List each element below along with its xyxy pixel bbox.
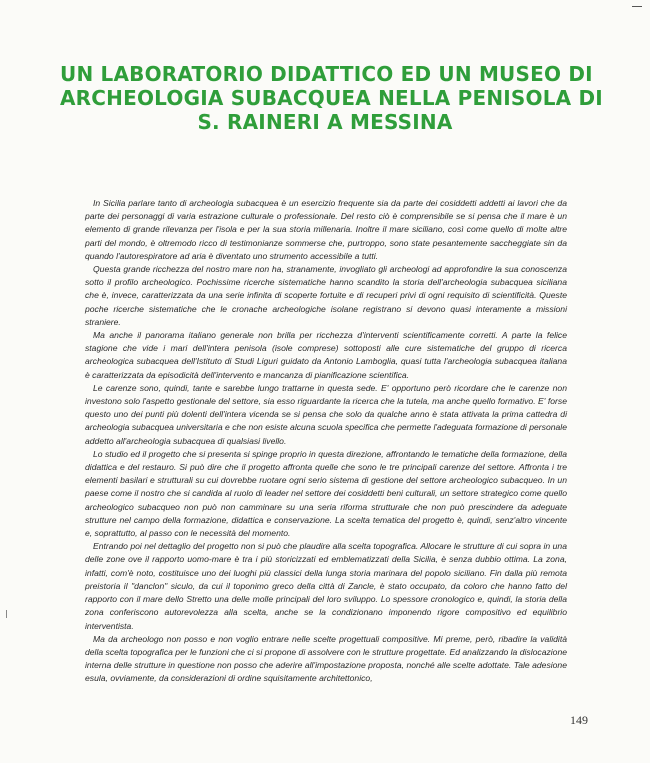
paragraph: Lo studio ed il progetto che si presenta si spinge proprio in questa direzione, affrontando le tematiche della formazione, della didattica e del restauro. Si può dire che il progetto affronta quelle che sono le tre principali carenze del settore. Affronta i tre elementi basilari e strutturali su cui dovrebbe ruotare ogni serio sistema di gestione del settore archeologico subacqueo. In un paese come il nostro che si candida al ruolo di leader nel settore dei cosiddetti beni culturali, un settore strategico come quello archeologico subacqueo non può non camminare su una seria riforma strutturale che non può prescindere da adeguate strutture nel campo della formazione, didattica e conservazione. La scelta tematica del progetto è, quindi, senz'altro vincente e, soprattutto, al passo con le necessità del momento. <box>85 448 567 539</box>
crop-mark <box>6 610 7 618</box>
paragraph: Entrando poi nel dettaglio del progetto non si può che plaudire alla scelta topografica. Allocare le strutture di cui sopra in una delle zone ove il rapporto uomo-mare è tra i più storicizzati ed emblematizzati della Sicilia, è senza dubbio ottima. La zona, infatti, com'è noto, costituisce uno dei luoghi più classici della lunga storia marinara del popolo siciliano. Fin dalla più remota preistoria il "danclon" siculo, da cui il toponimo greco della città di Zancle, è stato occupato, da coloro che hanno fatto del rapporto con il mare dello Stretto una delle molle principali del loro sviluppo. Lo spessore cronologico e, quindi, la storia della zona conferiscono autorevolezza alla scelta, anche se la condizionano imponendo rigore compositivo ed equilibrio interventista. <box>85 541 567 631</box>
paragraph: In Sicilia parlare tanto di archeologia subacquea è un esercizio frequente sia da parte dei cosiddetti addetti ai lavori che da parte dei personaggi di varia estrazione culturale o professionale. Del resto ciò è comprensibile se si pensa che il mare è un elemento di grande rilevanza per l'isola e per la sua storia millenaria. Inoltre il mare siciliano, così come quello di molte altre parti del mondo, è oltremodo ricco di testimonianze sommerse che, purtroppo, sono state pesantemente saccheggiate sin da quando l'autorespiratore ad aria è diventato uno strumento accessibile a tutti. <box>85 198 567 261</box>
paragraph: Questa grande ricchezza del nostro mare non ha, stranamente, invogliato gli archeologi ad approfondire la sua conoscenza sotto il profilo archeologico. Pochissime ricerche sistematiche hanno scandito la storia dell'archeologia subacquea siciliana che è, invece, caratterizzata da una serie infinita di scoperte fortuite e di recuperi privi di ogni requisito di scientificità. Queste poche ricerche sistematiche che le cronache archeologiche isolane registrano si devono quasi interamente a missioni straniere. <box>85 264 567 327</box>
title-line: S. RAINERI A MESSINA <box>197 110 453 134</box>
paragraph: Ma anche il panorama italiano generale non brilla per ricchezza d'interventi scientificamente corretti. A parte la felice stagione che vide i mari dell'intera penisola (isole comprese) sottoposti alle cure sistematiche del gruppo di ricerca archeologica subacquea dell'Istituto di Studi Liguri guidato da Antonio Lamboglia, quasi tutta l'archeologia subacquea italiana è caratterizzata da episodicità dell'intervento e mancanza di pianificazione scientifica. <box>85 330 567 380</box>
paragraph: Ma da archeologo non posso e non voglio entrare nelle scelte progettuali compositive. Mi preme, però, ribadire la validità della scelta topografica per le funzioni che ci si propone di assolvere con le strutture progettate. Ed analizzando la dislocazione interna delle strutture in questione non posso che aderire all'impostazione proposta, nonché alle scelte adottate. Tale adesione esula, ovviamente, da considerazioni di ordine squisitamente architettonico, <box>85 633 568 684</box>
paragraph: Le carenze sono, quindi, tante e sarebbe lungo trattarne in questa sede. E' opportuno però ricordare che le carenze non investono solo l'aspetto gestionale del settore, sia esso riguardante la ricerca che la tutela, ma anche quello formativo. E' forse questo uno dei punti più dolenti dell'intera vicenda se si pensa che solo da qualche anno è stata attivata la prima cattedra di archeologia subacquea universitaria e che non esiste alcuna scuola specifica che permette l'adeguata formazione di personale addetto all'archeologia subacquea di qualsiasi livello. <box>85 382 567 446</box>
article-body <box>85 197 567 686</box>
crop-mark <box>632 6 642 7</box>
title-line: ARCHEOLOGIA SUBACQUEA NELLA PENISOLA DI <box>60 86 603 110</box>
page-number: 149 <box>570 713 588 727</box>
article-title <box>60 62 603 134</box>
title-line: UN LABORATORIO DIDATTICO ED UN MUSEO DI <box>60 62 593 86</box>
